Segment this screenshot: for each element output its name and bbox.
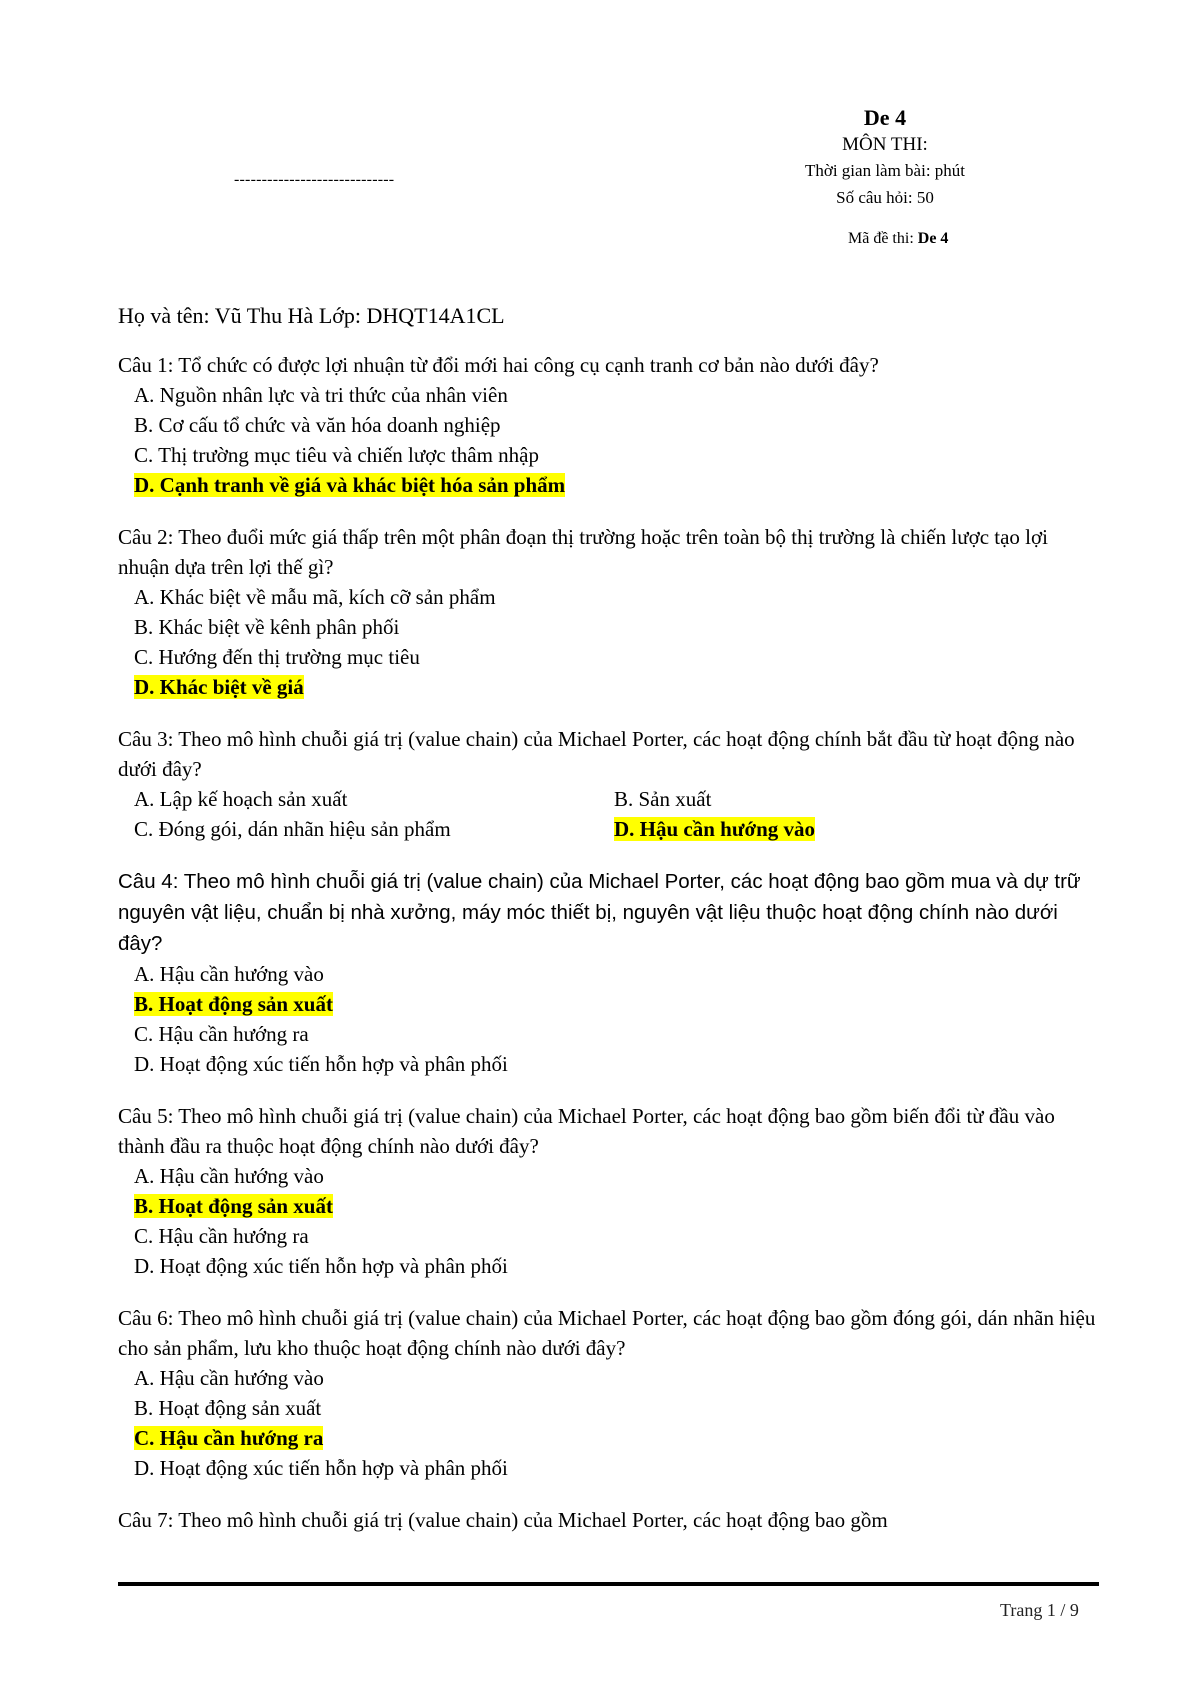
question-4 [118, 866, 1098, 1079]
page-number: Trang 1 / 9 [1000, 1600, 1079, 1620]
option-a: A. Khác biệt về mẫu mã, kích cỡ sản phẩm [134, 585, 496, 609]
option-c: C. Hậu cần hướng ra [134, 1224, 309, 1248]
header-info [760, 104, 1010, 212]
time-label: Thời gian làm bài: phút [804, 161, 966, 180]
options-list [118, 959, 1098, 1079]
option-c-correct: C. Hậu cần hướng ra [134, 1426, 324, 1450]
footer-rule [118, 1582, 1099, 1586]
option-a: A. Lập kế hoạch sản xuất [134, 787, 348, 811]
exam-code-label: Mã đề thi: [848, 230, 914, 247]
option-b: B. Khác biệt về kênh phân phối [134, 615, 400, 639]
question-count-label: Số câu hỏi: 50 [836, 188, 934, 207]
option-d: D. Hoạt động xúc tiến hỗn hợp và phân phối [134, 1456, 508, 1480]
question-text: Câu 7: Theo mô hình chuỗi giá trị (value chain) của Michael Porter, các hoạt động bao gồm [118, 1508, 888, 1532]
option-b-correct: B. Hoạt động sản xuất [134, 1194, 333, 1218]
question-3 [118, 724, 1098, 844]
option-b: B. Hoạt động sản xuất [134, 1396, 322, 1420]
header-dash-line: ----------------------------- [234, 171, 395, 188]
option-d: D. Hoạt động xúc tiến hỗn hợp và phân phối [134, 1254, 508, 1278]
question-text: Câu 4: Theo mô hình chuỗi giá trị (value chain) của Michael Porter, các hoạt động bao gồm mua và dự trữ nguyên vật liệu, chuẩn bị nhà xưởng, máy móc thiết bị, nguyên vật liệu thuộc hoạt động chính nào dưới đây? [118, 870, 1081, 955]
option-a: A. Hậu cần hướng vào [134, 1164, 324, 1188]
questions-list [118, 350, 1098, 1557]
options-grid [118, 784, 1098, 844]
question-text: Câu 2: Theo đuổi mức giá thấp trên một phân đoạn thị trường hoặc trên toàn bộ thị trường là chiến lược tạo lợi nhuận dựa trên lợi thế gì? [118, 525, 1048, 579]
student-info: Họ và tên: Vũ Thu Hà Lớp: DHQT14A1CL [118, 303, 505, 328]
question-text: Câu 1: Tổ chức có được lợi nhuận từ đổi mới hai công cụ cạnh tranh cơ bản nào dưới đây? [118, 353, 879, 377]
question-5 [118, 1101, 1098, 1281]
question-1 [118, 350, 1098, 500]
option-a: A. Hậu cần hướng vào [134, 1366, 324, 1390]
question-7 [118, 1505, 1098, 1535]
option-a: A. Nguồn nhân lực và tri thức của nhân viên [134, 383, 508, 407]
option-c: C. Đóng gói, dán nhãn hiệu sản phẩm [134, 817, 451, 841]
exam-code-value: De 4 [917, 230, 949, 247]
options-list [118, 1161, 1098, 1281]
option-c: C. Thị trường mục tiêu và chiến lược thâm nhập [134, 443, 539, 467]
question-2 [118, 522, 1098, 702]
option-a: A. Hậu cần hướng vào [134, 962, 324, 986]
option-c: C. Hướng đến thị trường mục tiêu [134, 645, 420, 669]
options-list [118, 582, 1098, 702]
option-b-correct: B. Hoạt động sản xuất [134, 992, 333, 1016]
exam-title: De 4 [863, 105, 907, 130]
option-b: B. Sản xuất [614, 787, 712, 811]
question-text: Câu 5: Theo mô hình chuỗi giá trị (value chain) của Michael Porter, các hoạt động bao gồm biến đổi từ đầu vào thành đầu ra thuộc hoạt động chính nào dưới đây? [118, 1104, 1055, 1158]
option-c: C. Hậu cần hướng ra [134, 1022, 309, 1046]
question-6 [118, 1303, 1098, 1483]
option-d-correct: D. Hậu cần hướng vào [614, 817, 816, 841]
options-list [118, 380, 1098, 500]
question-text: Câu 3: Theo mô hình chuỗi giá trị (value chain) của Michael Porter, các hoạt động chính bắt đầu từ hoạt động nào dưới đây? [118, 727, 1075, 781]
exam-code [848, 230, 948, 248]
option-b: B. Cơ cấu tổ chức và văn hóa doanh nghiệp [134, 413, 501, 437]
question-text: Câu 6: Theo mô hình chuỗi giá trị (value chain) của Michael Porter, các hoạt động bao gồm đóng gói, dán nhãn hiệu cho sản phẩm, lưu kho thuộc hoạt động chính nào dưới đây? [118, 1306, 1096, 1360]
option-d-correct: D. Khác biệt về giá [134, 675, 304, 699]
options-list [118, 1363, 1098, 1483]
option-d: D. Hoạt động xúc tiến hỗn hợp và phân phối [134, 1052, 508, 1076]
option-d-correct: D. Cạnh tranh về giá và khác biệt hóa sản phẩm [134, 473, 566, 497]
subject-label: MÔN THI: [842, 134, 928, 155]
